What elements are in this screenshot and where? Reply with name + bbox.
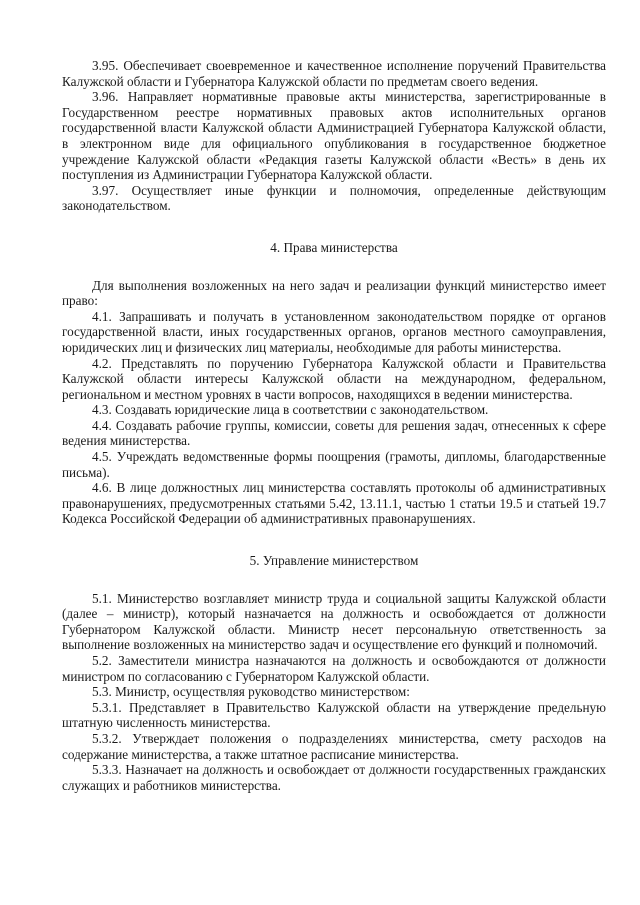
paragraph-3-96: 3.96. Направляет нормативные правовые акты министерства, зарегистрированные в Государственном реестре нормативных правовых актов исполнительных органов государственной власти Калужской области Администрацией Губернатора Калужской области, в электронном виде для официального опубликования в государственное бюджетное учреждение Калужской области «Редакция газеты Калужской области «Весть» в день их поступления из Администрации Губернатора Калужской области. xyxy=(62,89,606,183)
paragraph-4-3: 4.3. Создавать юридические лица в соответствии с законодательством. xyxy=(92,402,489,418)
paragraph-5-3-2: 5.3.2. Утверждает положения о подразделениях министерства, смету расходов на содержание министерства, а также штатное расписание министерства. xyxy=(62,730,606,762)
paragraph-5-2: 5.2. Заместители министра назначаются на должность и освобождаются от должности министром по согласованию с Губернатором Калужской области. xyxy=(62,653,606,684)
section-4-body xyxy=(62,278,606,528)
section-4-intro: Для выполнения возложенных на него задач и реализации функций министерство имеет право: xyxy=(62,277,606,309)
paragraph-4-2: 4.2. Представлять по поручению Губернатора Калужской области и Правительства Калужской области интересы Калужской области на международном, федеральном, региональном и местном уровнях в части вопросов, находящихся в ведении министерства. xyxy=(62,355,606,402)
paragraph-4-5: 4.5. Учреждать ведомственные формы поощрения (грамоты, дипломы, благодарственные письма). xyxy=(62,449,606,480)
paragraph-5-3-1: 5.3.1. Представляет в Правительство Калужской области на утверждение предельную штатную численность министерства. xyxy=(62,699,606,731)
paragraph-5-1: 5.1. Министерство возглавляет министр труда и социальной защиты Калужской области (далее – министр), который назначается на должность и освобождается от должности Губернатором Калужской области. Министр несет персональную ответственность за выполнение возложенных на министерство задач и осуществление его функций и полномочий. xyxy=(62,590,606,653)
paragraph-4-4: 4.4. Создавать рабочие группы, комиссии, советы для решения задач, отнесенных к сфере ведения министерства. xyxy=(62,417,606,449)
section-5-heading: 5. Управление министерством xyxy=(249,553,419,569)
section-4-heading: 4. Права министерства xyxy=(270,239,398,255)
paragraph-5-3: 5.3. Министр, осуществляя руководство министерством: xyxy=(92,684,410,700)
paragraph-3-97: 3.97. Осуществляет иные функции и полномочия, определенные действующим законодательством. xyxy=(62,182,606,214)
paragraph-4-1: 4.1. Запрашивать и получать в установленном законодательством порядке от органов государственной власти, иных государственных органов, органов местного самоуправления, юридических лиц и физических лиц материалы, необходимые для работы министерства. xyxy=(62,308,606,355)
paragraph-4-6: 4.6. В лице должностных лиц министерства составлять протоколы об административных правонарушениях, предусмотренных статьями 5.42, 13.11.1, частью 1 статьи 19.5 и статьей 19.7 Кодекса Российской Федерации об административных правонарушениях. xyxy=(62,480,606,527)
section-5-body xyxy=(62,591,606,794)
section-3-tail xyxy=(62,58,606,214)
paragraph-3-95: 3.95. Обеспечивает своевременное и качественное исполнение поручений Правительства Калужской области и Губернатора Калужской области по предметам своего ведения. xyxy=(62,58,606,89)
paragraph-5-3-3: 5.3.3. Назначает на должность и освобождает от должности государственных гражданских служащих и работников министерства. xyxy=(62,762,606,793)
